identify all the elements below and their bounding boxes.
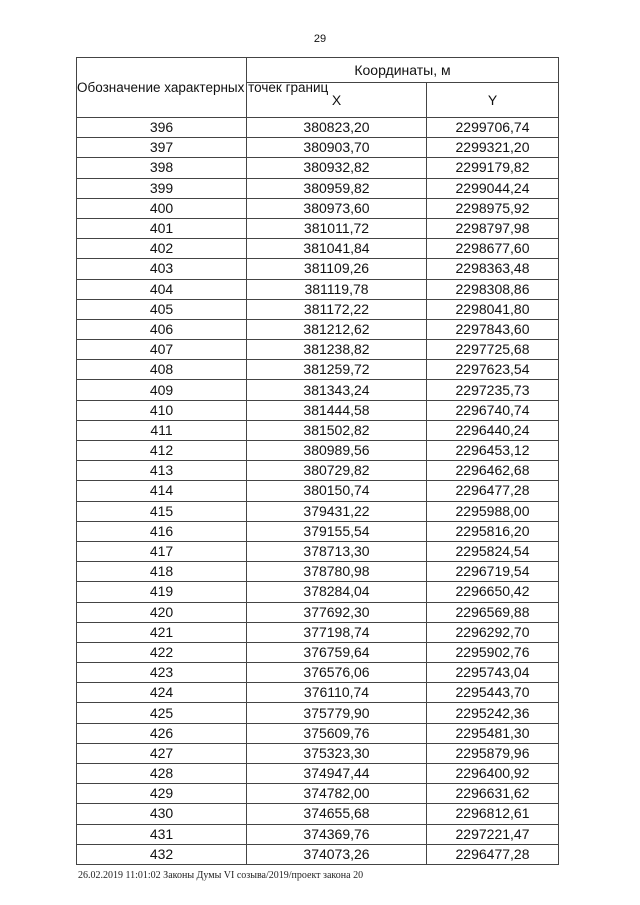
coordinates-table [76,57,559,865]
x-coordinate-cell: 376110,74 [247,683,427,703]
table-row [77,441,559,461]
y-coordinate-cell: 2296740,74 [427,400,559,420]
table-row [77,562,559,582]
y-coordinate-cell: 2295816,20 [427,521,559,541]
y-coordinate-cell: 2298975,92 [427,198,559,218]
table-row [77,541,559,561]
point-number-cell: 414 [77,481,247,501]
y-coordinate-cell: 2295743,04 [427,663,559,683]
table-row [77,521,559,541]
point-number-cell: 423 [77,663,247,683]
x-coordinate-cell: 380959,82 [247,178,427,198]
x-coordinate-cell: 381212,62 [247,319,427,339]
point-number-cell: 407 [77,340,247,360]
header-point-designation: Обозначение характерных точек границ [77,58,247,118]
y-coordinate-cell: 2295879,96 [427,743,559,763]
table-row [77,239,559,259]
table-row [77,743,559,763]
header-y: Y [427,83,559,118]
x-coordinate-cell: 374655,68 [247,804,427,824]
table-row [77,259,559,279]
point-number-cell: 421 [77,622,247,642]
point-number-cell: 419 [77,582,247,602]
point-number-cell: 417 [77,541,247,561]
table-row [77,582,559,602]
x-coordinate-cell: 380903,70 [247,138,427,158]
x-coordinate-cell: 380989,56 [247,441,427,461]
table-row [77,380,559,400]
x-coordinate-cell: 381172,22 [247,299,427,319]
point-number-cell: 411 [77,420,247,440]
point-number-cell: 431 [77,824,247,844]
point-number-cell: 402 [77,239,247,259]
point-number-cell: 408 [77,360,247,380]
table-row [77,703,559,723]
y-coordinate-cell: 2295481,30 [427,723,559,743]
table-row [77,340,559,360]
table-row [77,319,559,339]
y-coordinate-cell: 2296440,24 [427,420,559,440]
x-coordinate-cell: 378713,30 [247,541,427,561]
y-coordinate-cell: 2295443,70 [427,683,559,703]
y-coordinate-cell: 2299179,82 [427,158,559,178]
y-coordinate-cell: 2295988,00 [427,501,559,521]
point-number-cell: 412 [77,441,247,461]
table-row [77,663,559,683]
point-number-cell: 397 [77,138,247,158]
table-row [77,198,559,218]
table-row [77,481,559,501]
y-coordinate-cell: 2296650,42 [427,582,559,602]
point-number-cell: 430 [77,804,247,824]
point-number-cell: 432 [77,844,247,864]
point-number-cell: 420 [77,602,247,622]
y-coordinate-cell: 2299044,24 [427,178,559,198]
y-coordinate-cell: 2296292,70 [427,622,559,642]
x-coordinate-cell: 374369,76 [247,824,427,844]
y-coordinate-cell: 2296477,28 [427,844,559,864]
x-coordinate-cell: 375779,90 [247,703,427,723]
table-row [77,360,559,380]
x-coordinate-cell: 381259,72 [247,360,427,380]
y-coordinate-cell: 2295242,36 [427,703,559,723]
y-coordinate-cell: 2298677,60 [427,239,559,259]
point-number-cell: 398 [77,158,247,178]
table-row [77,602,559,622]
y-coordinate-cell: 2296477,28 [427,481,559,501]
point-number-cell: 429 [77,784,247,804]
y-coordinate-cell: 2295824,54 [427,541,559,561]
point-number-cell: 426 [77,723,247,743]
table-row [77,501,559,521]
table-row [77,400,559,420]
table-body [77,118,559,865]
table-header [77,58,559,118]
x-coordinate-cell: 380729,82 [247,461,427,481]
point-number-cell: 424 [77,683,247,703]
y-coordinate-cell: 2298363,48 [427,259,559,279]
point-number-cell: 422 [77,642,247,662]
y-coordinate-cell: 2296719,54 [427,562,559,582]
y-coordinate-cell: 2296400,92 [427,764,559,784]
table-row [77,683,559,703]
y-coordinate-cell: 2298797,98 [427,218,559,238]
y-coordinate-cell: 2295902,76 [427,642,559,662]
y-coordinate-cell: 2299321,20 [427,138,559,158]
x-coordinate-cell: 381343,24 [247,380,427,400]
point-number-cell: 415 [77,501,247,521]
x-coordinate-cell: 381119,78 [247,279,427,299]
y-coordinate-cell: 2297221,47 [427,824,559,844]
point-number-cell: 406 [77,319,247,339]
table-row [77,178,559,198]
x-coordinate-cell: 376759,64 [247,642,427,662]
table-row [77,118,559,138]
point-number-cell: 396 [77,118,247,138]
point-number-cell: 428 [77,764,247,784]
x-coordinate-cell: 379155,54 [247,521,427,541]
table-row [77,299,559,319]
y-coordinate-cell: 2299706,74 [427,118,559,138]
point-number-cell: 409 [77,380,247,400]
table-row [77,622,559,642]
y-coordinate-cell: 2296569,88 [427,602,559,622]
x-coordinate-cell: 381041,84 [247,239,427,259]
table-row [77,642,559,662]
x-coordinate-cell: 380973,60 [247,198,427,218]
y-coordinate-cell: 2298308,86 [427,279,559,299]
point-number-cell: 410 [77,400,247,420]
x-coordinate-cell: 374947,44 [247,764,427,784]
point-number-cell: 405 [77,299,247,319]
point-number-cell: 404 [77,279,247,299]
x-coordinate-cell: 379431,22 [247,501,427,521]
x-coordinate-cell: 374782,00 [247,784,427,804]
page-number: 29 [313,33,327,45]
y-coordinate-cell: 2296462,68 [427,461,559,481]
table-row [77,844,559,864]
point-number-cell: 427 [77,743,247,763]
table-row [77,218,559,238]
point-number-cell: 399 [77,178,247,198]
x-coordinate-cell: 377692,30 [247,602,427,622]
x-coordinate-cell: 375609,76 [247,723,427,743]
header-coordinates: Координаты, м [247,58,559,83]
y-coordinate-cell: 2297623,54 [427,360,559,380]
y-coordinate-cell: 2297725,68 [427,340,559,360]
table-row [77,279,559,299]
x-coordinate-cell: 375323,30 [247,743,427,763]
header-x: X [247,83,427,118]
point-number-cell: 416 [77,521,247,541]
table-row [77,420,559,440]
document-footer: 26.02.2019 11:01:02 Законы Думы VI созыва/2019/проект закона 20 [78,870,364,881]
x-coordinate-cell: 381011,72 [247,218,427,238]
table-row [77,138,559,158]
y-coordinate-cell: 2297843,60 [427,319,559,339]
table-row [77,723,559,743]
point-number-cell: 400 [77,198,247,218]
y-coordinate-cell: 2298041,80 [427,299,559,319]
x-coordinate-cell: 374073,26 [247,844,427,864]
x-coordinate-cell: 380932,82 [247,158,427,178]
y-coordinate-cell: 2296631,62 [427,784,559,804]
x-coordinate-cell: 377198,74 [247,622,427,642]
table-row [77,804,559,824]
x-coordinate-cell: 378780,98 [247,562,427,582]
table-row [77,824,559,844]
table-row [77,764,559,784]
x-coordinate-cell: 380823,20 [247,118,427,138]
x-coordinate-cell: 380150,74 [247,481,427,501]
x-coordinate-cell: 381238,82 [247,340,427,360]
y-coordinate-cell: 2297235,73 [427,380,559,400]
x-coordinate-cell: 376576,06 [247,663,427,683]
x-coordinate-cell: 381502,82 [247,420,427,440]
table-row [77,461,559,481]
x-coordinate-cell: 381444,58 [247,400,427,420]
y-coordinate-cell: 2296453,12 [427,441,559,461]
table-row [77,784,559,804]
x-coordinate-cell: 378284,04 [247,582,427,602]
point-number-cell: 418 [77,562,247,582]
table-row [77,158,559,178]
point-number-cell: 413 [77,461,247,481]
point-number-cell: 403 [77,259,247,279]
x-coordinate-cell: 381109,26 [247,259,427,279]
point-number-cell: 425 [77,703,247,723]
y-coordinate-cell: 2296812,61 [427,804,559,824]
point-number-cell: 401 [77,218,247,238]
